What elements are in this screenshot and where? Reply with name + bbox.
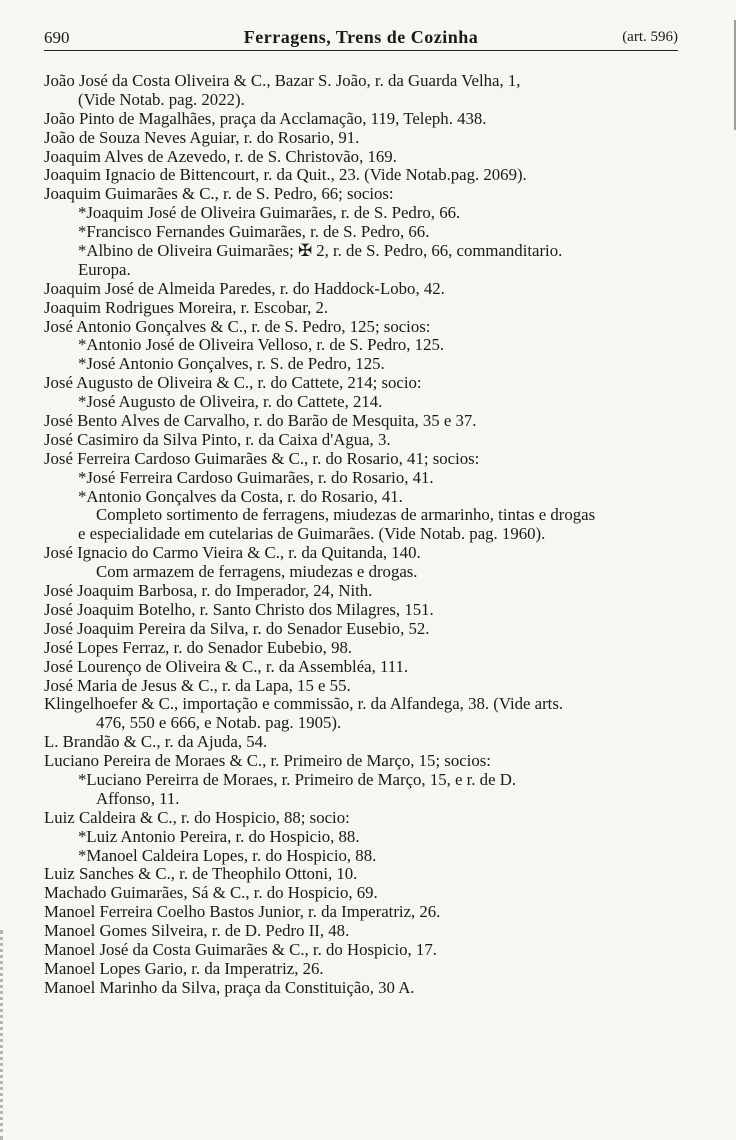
- listing-line: Joaquim José de Almeida Paredes, r. do Haddock-Lobo, 42.: [44, 278, 445, 298]
- listing-line: L. Brandão & C., r. da Ajuda, 54.: [44, 732, 268, 752]
- listing-line: Joaquim Alves de Azevedo, r. de S. Christovão, 169.: [44, 146, 397, 166]
- listing-line: *José Augusto de Oliveira, r. do Cattete, 214.: [78, 392, 383, 412]
- listing-line: *José Ferreira Cardoso Guimarães, r. do Rosario, 41.: [78, 467, 434, 487]
- listing-line: Joaquim Rodrigues Moreira, r. Escobar, 2.: [44, 297, 329, 317]
- listing-line: Machado Guimarães, Sá & C., r. do Hospicio, 69.: [44, 883, 378, 903]
- listing-line: José Ignacio do Carmo Vieira & C., r. da Quitanda, 140.: [44, 543, 421, 563]
- listing-line: 476, 550 e 666, e Notab. pag. 1905).: [96, 713, 342, 733]
- listing-line: José Joaquim Pereira da Silva, r. do Senador Eusebio, 52.: [44, 618, 430, 638]
- page-edge-mark: [694, 20, 736, 130]
- listing-line: José Lourenço de Oliveira & C., r. da Assembléa, 111.: [44, 656, 409, 676]
- listing-line: José Maria de Jesus & C., r. da Lapa, 15 e 55.: [44, 675, 351, 695]
- listing-line: Manoel Lopes Gario, r. da Imperatriz, 26.: [44, 958, 324, 978]
- listing-line: Luiz Sanches & C., r. de Theophilo Ottoni, 10.: [44, 864, 358, 884]
- listing-line: João José da Costa Oliveira & C., Bazar S. João, r. da Guarda Velha, 1,: [44, 71, 521, 90]
- listing-line: *Luciano Pereirra de Moraes, r. Primeiro de Março, 15, e r. de D.: [78, 769, 517, 789]
- listing-line: Completo sortimento de ferragens, miudezas de armarinho, tintas e drogas: [96, 505, 596, 525]
- listing-line: *Luiz Antonio Pereira, r. do Hospicio, 88.: [78, 826, 360, 846]
- listing-line: *Joaquim José de Oliveira Guimarães, r. de S. Pedro, 66.: [78, 203, 461, 223]
- listing-line: Joaquim Guimarães & C., r. de S. Pedro, 66; socios:: [44, 184, 394, 204]
- listing-line: *Antonio José de Oliveira Velloso, r. de S. Pedro, 125.: [78, 335, 445, 355]
- listing-line: *Antonio Gonçalves da Costa, r. do Rosario, 41.: [78, 486, 403, 506]
- section-title: Ferragens, Trens de Cozinha: [243, 27, 479, 47]
- running-header: [44, 26, 678, 51]
- listing-line: Com armazem de ferragens, miudezas e drogas.: [96, 562, 418, 582]
- listing-line: José Bento Alves de Carvalho, r. do Barão de Mesquita, 35 e 37.: [44, 411, 477, 431]
- listing-line: João Pinto de Magalhães, praça da Acclamação, 119, Teleph. 438.: [44, 108, 487, 128]
- listing-line: Europa.: [78, 259, 131, 279]
- article-reference: (art. 596): [622, 29, 678, 45]
- listing-line: Manoel Ferreira Coelho Bastos Junior, r. da Imperatriz, 26.: [44, 902, 441, 922]
- listing-line: João de Souza Neves Aguiar, r. do Rosario, 91.: [44, 127, 360, 147]
- page-edge-speckle: [0, 930, 17, 1140]
- listing-line: José Joaquim Barbosa, r. do Imperador, 24, Nith.: [44, 581, 373, 601]
- listing-line: Manoel Marinho da Silva, praça da Constituição, 30 A.: [44, 977, 415, 997]
- listing-line: José Ferreira Cardoso Guimarães & C., r. do Rosario, 41; socios:: [44, 448, 480, 468]
- listing-line: Manoel José da Costa Guimarães & C., r. do Hospicio, 17.: [44, 939, 437, 959]
- listing-line: José Lopes Ferraz, r. do Senador Eubebio, 98.: [44, 637, 353, 657]
- listing-line: Manoel Gomes Silveira, r. de D. Pedro II, 48.: [44, 921, 350, 941]
- listing-line: Klingelhoefer & C., importação e commissão, r. da Alfandega, 38. (Vide arts.: [44, 694, 564, 714]
- listing-line: Affonso, 11.: [96, 788, 180, 808]
- listing-line: Luciano Pereira de Moraes & C., r. Primeiro de Março, 15; socios:: [44, 751, 491, 771]
- listing-line: *Manoel Caldeira Lopes, r. do Hospicio, 88.: [78, 845, 377, 865]
- listing-line: Joaquim Ignacio de Bittencourt, r. da Quit., 23. (Vide Notab.pag. 2069).: [44, 165, 527, 185]
- listing-line: José Augusto de Oliveira & C., r. do Cattete, 214; socio:: [44, 373, 422, 393]
- listing-line: *José Antonio Gonçalves, r. S. de Pedro, 125.: [78, 354, 385, 374]
- listing-line: *Francisco Fernandes Guimarães, r. de S. Pedro, 66.: [78, 222, 430, 242]
- listing-line: José Joaquim Botelho, r. Santo Christo dos Milagres, 151.: [44, 599, 434, 619]
- listing-line: José Antonio Gonçalves & C., r. de S. Pedro, 125; socios:: [44, 316, 431, 336]
- listing-line: e especialidade em cutelarias de Guimarães. (Vide Notab. pag. 1960).: [78, 524, 546, 544]
- listing-line: *Albino de Oliveira Guimarães; ✠ 2, r. de S. Pedro, 66, commanditario.: [78, 241, 563, 261]
- listing-line: (Vide Notab. pag. 2022).: [78, 89, 245, 109]
- directory-listing: [44, 72, 684, 998]
- page-number: 690: [44, 28, 70, 47]
- listing-line: Luiz Caldeira & C., r. do Hospicio, 88; socio:: [44, 807, 350, 827]
- listing-line: José Casimiro da Silva Pinto, r. da Caixa d'Agua, 3.: [44, 429, 391, 449]
